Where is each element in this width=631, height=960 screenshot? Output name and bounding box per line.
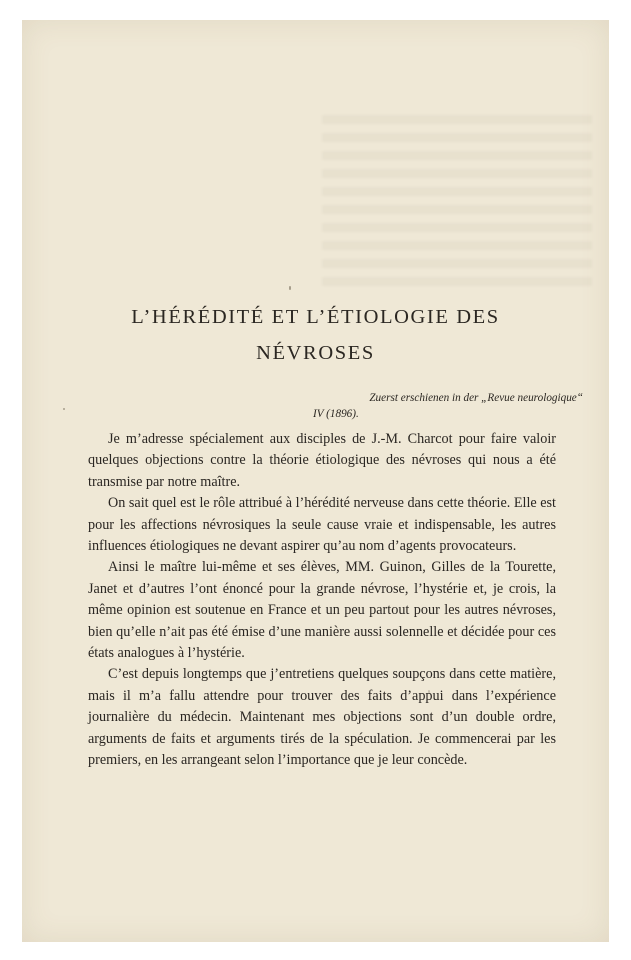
source-note-line-1: Zuerst erschienen in der „Revue neurologique“ (369, 392, 583, 404)
paragraph: Je m’adresse spécialement aux disciples de J.-M. Charcot pour faire valoir quelques objections contre la théorie étiologique des névroses qui nous a été transmise par notre maître. (88, 431, 556, 490)
paragraph: On sait quel est le rôle attribué à l’hérédité nerveuse dans cette théorie. Elle est pour les affections névrosiques la seule cause vraie et indispensable, les autres influences étiologiques ne devant aspirer qu’au nom d’agents provocateurs. (88, 495, 556, 555)
source-note-line-2: IV (1896). (313, 407, 359, 420)
body-text (88, 429, 556, 772)
chapter-title-line-1: L’HÉRÉDITÉ ET L’ÉTIOLOGIE DES (131, 306, 500, 328)
paragraph: C’est depuis longtemps que j’entretiens quelques soupçons dans cette matière, mais il m’a fallu attendre pour trouver des faits d’appui dans l’expérience journalière du médecin. Maintenant mes objections sont d’un double ordre, arguments de faits et arguments tirés de la spéculation. Je commencerai par les premiers, en les arrangeant selon l’importance que je leur concède. (88, 666, 556, 769)
chapter-title-line-2: NÉVROSES (256, 342, 375, 364)
source-note (313, 391, 583, 422)
ink-speck (63, 408, 65, 410)
ink-speck (289, 286, 291, 290)
bleed-through-text (322, 115, 592, 295)
paragraph: Ainsi le maître lui-même et ses élèves, MM. Guinon, Gilles de la Tourette, Janet et d’autres l’ont énoncé pour la grande névrose, l’hystérie et, je crois, la même opinion est soutenue en France et un peu partout pour les autres névroses, bien qu’elle n’ait pas été émise d’une manière aussi solennelle et décidée pour ces états analogues à l’hystérie. (88, 559, 556, 662)
